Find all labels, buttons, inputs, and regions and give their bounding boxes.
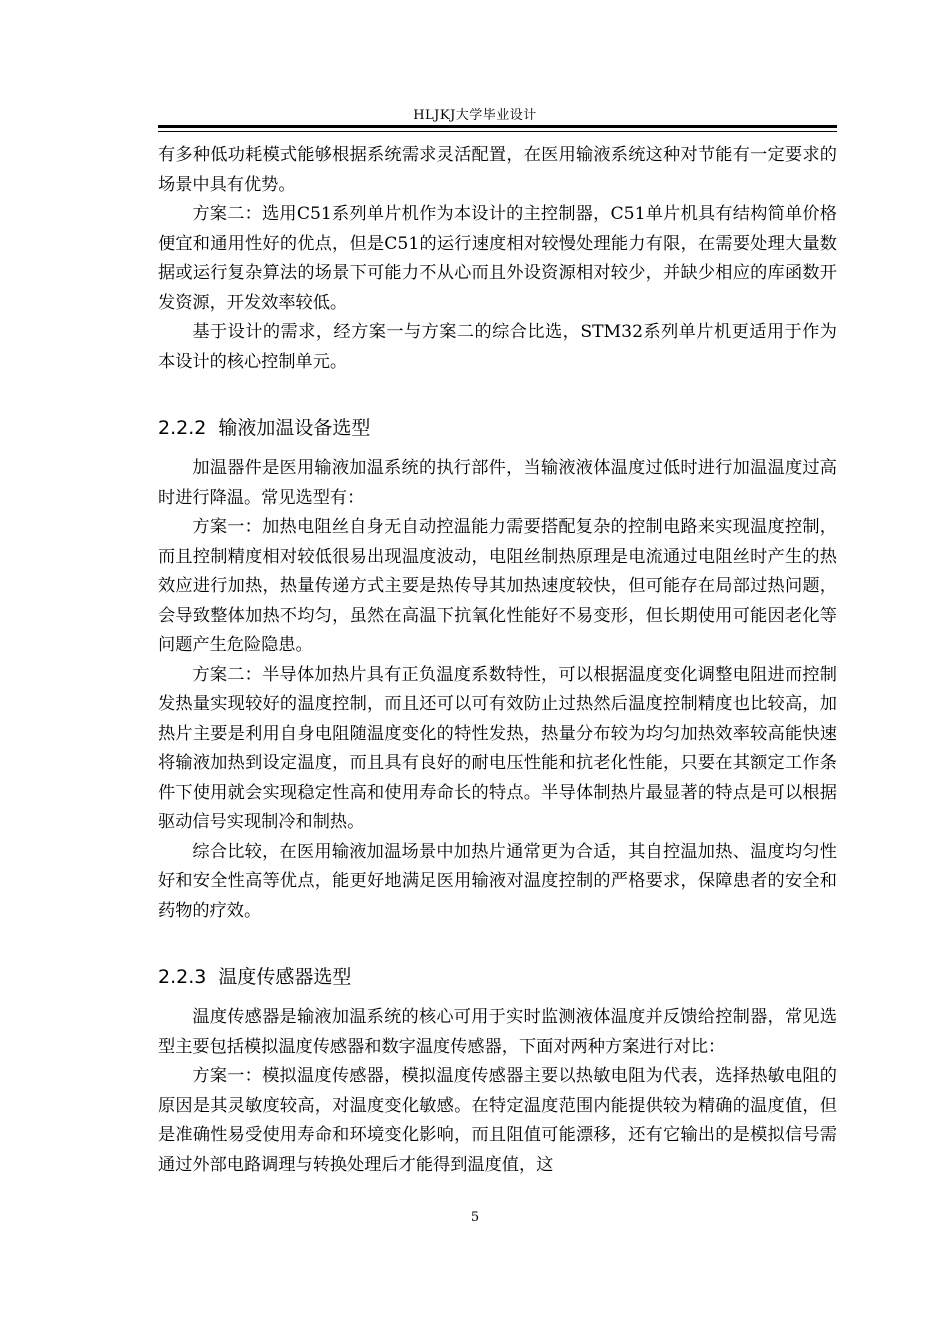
- paragraph: 方案一：模拟温度传感器，模拟温度传感器主要以热敏电阻为代表，选择热敏电阻的原因是其灵敏度较高，对温度变化敏感。在特定温度范围内能提供较为精确的温度值，但是准确性易受使用寿命和环境变化影响，而且阻值可能漂移，还有它输出的是模拟信号需通过外部电路调理与转换处理后才能得到温度值，这: [158, 1066, 837, 1175]
- paragraph: 方案二：选用C51系列单片机作为本设计的主控制器，C51单片机具有结构简单价格便宜和通用性好的优点，但是C51的运行速度相对较慢处理能力有限，在需要处理大量数据或运行复杂算法的场景下可能力不从心而且外设资源相对较少，并缺少相应的库函数开发资源，开发效率较低。: [158, 204, 837, 313]
- section-heading-2-2-2: [158, 414, 837, 442]
- page-body: [158, 141, 837, 1180]
- section-number: 2.2.3: [158, 966, 207, 988]
- paragraph: 温度传感器是输液加温系统的核心可用于实时监测液体温度并反馈给控制器，常见选型主要包括模拟温度传感器和数字温度传感器，下面对两种方案进行对比：: [158, 1007, 837, 1057]
- section-number: 2.2.2: [158, 417, 207, 439]
- section-title: 温度传感器选型: [218, 966, 352, 988]
- page-number: 5: [470, 1210, 480, 1225]
- paragraph: 有多种低功耗模式能够根据系统需求灵活配置，在医用输液系统这种对节能有一定要求的场景中具有优势。: [158, 145, 837, 195]
- paragraph: 基于设计的需求，经方案一与方案二的综合比选，STM32系列单片机更适用于作为本设计的核心控制单元。: [158, 322, 837, 372]
- header-rule-thick: [158, 125, 837, 128]
- running-header: HLJKJ大学毕业设计: [413, 108, 537, 123]
- section-heading-2-2-3: [158, 963, 837, 991]
- section-title: 输液加温设备选型: [218, 417, 371, 439]
- paragraph: 加温器件是医用输液加温系统的执行部件，当输液液体温度过低时进行加温温度过高时进行降温。常见选型有：: [158, 458, 837, 508]
- paragraph: 综合比较，在医用输液加温场景中加热片通常更为合适，其自控温加热、温度均匀性好和安全性高等优点，能更好地满足医用输液对温度控制的严格要求，保障患者的安全和药物的疗效。: [158, 841, 837, 921]
- paragraph: 方案一：加热电阻丝自身无自动控温能力需要搭配复杂的控制电路来实现温度控制，而且控制精度相对较低很易出现温度波动，电阻丝制热原理是电流通过电阻丝时产生的热效应进行加热，热量传递方式主要是热传导其加热速度较快，但可能存在局部过热问题，会导致整体加热不均匀，虽然在高温下抗氧化性能好不易变形，但长期使用可能因老化等问题产生危险隐患。: [158, 517, 837, 655]
- header-rule-thin: [158, 131, 837, 132]
- paragraph: 方案二：半导体加热片具有正负温度系数特性，可以根据温度变化调整电阻进而控制发热量实现较好的温度控制，而且还可以可有效防止过热然后温度控制精度也比较高，加热片主要是利用自身电阻随温度变化的特性发热，热量分布较为均匀加热效率较高能快速将输液加热到设定温度，而且具有良好的耐电压性能和抗老化性能，只要在其额定工作条件下使用就会实现稳定性高和使用寿命长的特点。半导体制热片最显著的特点是可以根据驱动信号实现制冷和制热。: [158, 664, 837, 832]
